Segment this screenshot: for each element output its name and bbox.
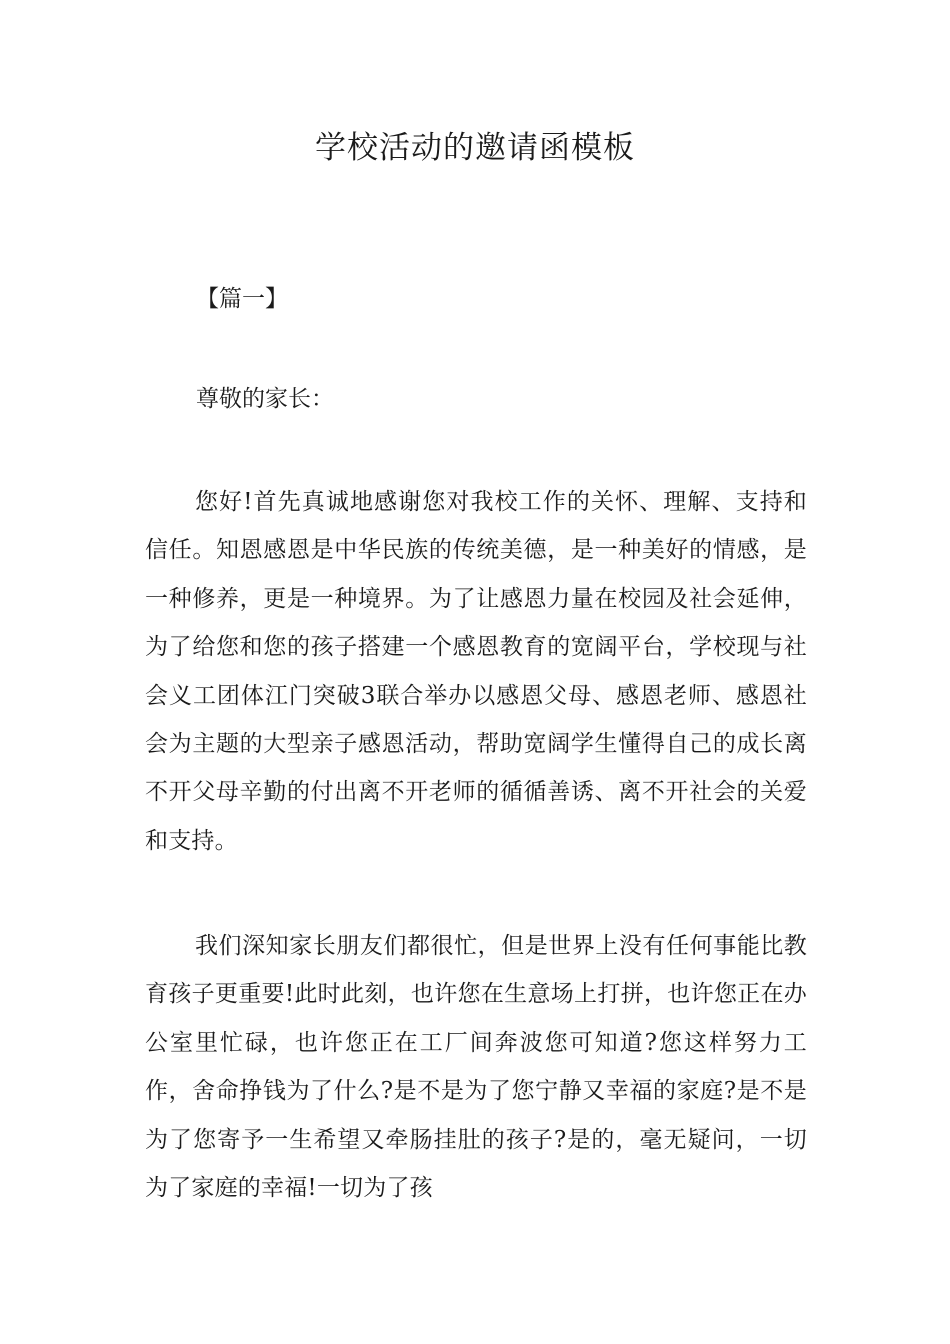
paragraph-2: 我们深知家长朋友们都很忙，但是世界上没有任何事能比教育孩子更重要!此时此刻，也许您在生意场上打拼，也许您正在办公室里忙碌，也许您正在工厂间奔波您可知道?您这样努力工作，舍命挣钱为了什么?是不是为了您宁静又幸福的家庭?是不是为了您寄予一生希望又牵肠挂肚的孩子?是的，毫无疑问，一切为了家庭的幸福!一切为了孩 [145,933,807,1202]
section-label: 【篇一】 [196,286,288,312]
paragraph-1: 您好!首先真诚地感谢您对我校工作的关怀、理解、支持和信任。知恩感恩是中华民族的传统美德，是一种美好的情感，是一种修养，更是一种境界。为了让感恩力量在校园及社会延伸，为了给您和您的孩子搭建一个感恩教育的宽阔平台，学校现与社会义工团体江门突破3联合举办以感恩父母、感恩老师、感恩社会为主题的大型亲子感恩活动，帮助宽阔学生懂得自己的成长离不开父母辛勤的付出离不开老师的循循善诱、离不开社会的关爱和支持。 [145,489,807,854]
salutation: 尊敬的家长： [196,386,334,412]
page-title: 学校活动的邀请函模板 [315,130,635,166]
